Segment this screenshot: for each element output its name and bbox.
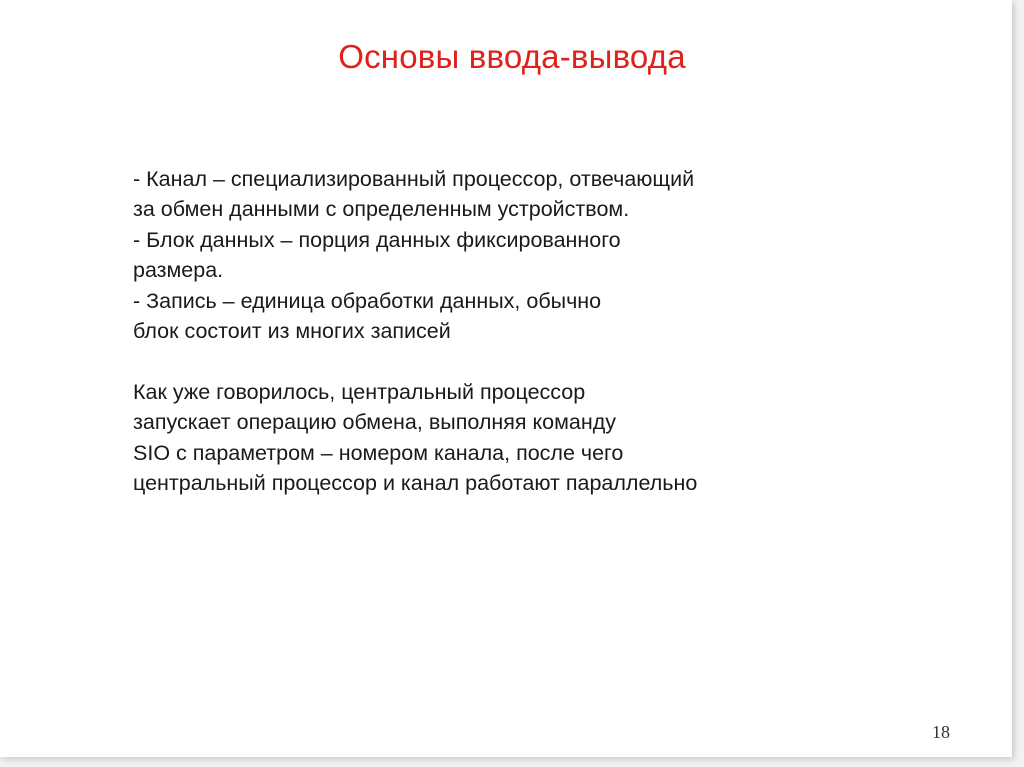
paragraph-gap: [133, 346, 833, 376]
body-line: - Запись – единица обработки данных, обычно: [133, 288, 602, 313]
body-line: блок состоит из многих записей: [133, 319, 451, 344]
slide-body: [133, 164, 833, 498]
body-line: - Канал – специализированный процессор, отвечающий: [133, 167, 695, 191]
page-number: 18: [932, 722, 950, 742]
body-line: Как уже говорилось, центральный процессор: [133, 379, 586, 404]
body-line: запускает операцию обмена, выполняя команду: [133, 410, 617, 435]
slide-title: Основы ввода-вывода: [338, 38, 686, 75]
body-line: центральный процессор и канал работают параллельно: [133, 471, 698, 496]
body-line: за обмен данными с определенным устройством.: [133, 197, 630, 222]
body-line: - Блок данных – порция данных фиксированного: [133, 227, 621, 252]
body-line: размера.: [133, 258, 224, 283]
body-line: SIO с параметром – номером канала, после чего: [133, 440, 624, 465]
